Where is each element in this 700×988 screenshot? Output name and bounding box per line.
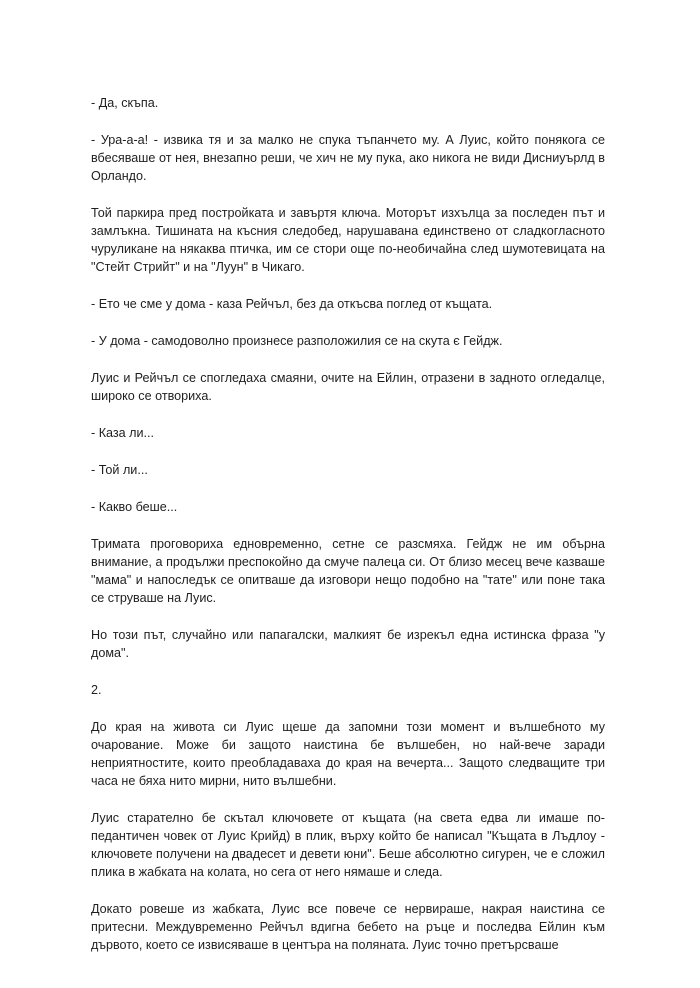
paragraph: - Каза ли... [91,426,155,440]
paragraph: Той паркира пред постройката и завъртя ключа. Моторът изхълца за последен път и замлъкна. Тишината на късния следобед, нарушавана единствено от сладкогласното чуруликане на някаква птичка, им се стори още по-необичайна след шумотевицата на "Стейт Стрийт" и на "Луун" в Чикаго. [91,206,605,274]
paragraph: - Той ли... [91,463,148,477]
paragraph: - Ето че сме у дома - каза Рейчъл, без да откъсва поглед от къщата. [91,297,493,311]
document-body [91,94,605,973]
chapter-number: 2. [91,683,102,697]
paragraph: Докато ровеше из жабката, Луис все повече се нервираше, накрая наистина се притесни. Междувременно Рейчъл вдигна бебето на ръце и последва Ейлин към дървото, което се извисяваше в центъра на поляната. Луис точно претърсваше [91,902,605,952]
paragraph: - У дома - самодоволно произнесе разположилия се на скута є Гейдж. [91,334,503,348]
paragraph: До края на живота си Луис щеше да запомни този момент и вълшебното му очарование. Може би защото наистина бе вълшебен, но най-вече заради неприятностите, които преобладаваха до края на вечерта... Защото следващите три часа не бяха нито мирни, нито вълшебни. [91,720,605,788]
paragraph: Луис и Рейчъл се спогледаха смаяни, очите на Ейлин, отразени в задното огледалце, широко се отвориха. [91,371,605,403]
paragraph: - Да, скъпа. [91,96,159,110]
paragraph: Но този път, случайно или папагалски, малкият бе изрекъл една истинска фраза "у дома". [91,628,605,660]
paragraph: - Какво беше... [91,500,178,514]
paragraph: Луис старателно бе скътал ключовете от къщата (на света едва ли имаше по-педантичен човек от Луис Крийд) в плик, върху който бе написал "Къщата в Лъдлоу - ключовете получени на двадесет и девети юни". Беше абсолютно сигурен, че е сложил плика в жабката на колата, но сега от него нямаше и следа. [91,811,605,879]
paragraph: - Ура-а-а! - извика тя и за малко не спука тъпанчето му. А Луис, който понякога се вбесяваше от нея, внезапно реши, че хич не му пука, ако никога не види Дисниуърлд в Орландо. [91,133,605,183]
paragraph: Тримата проговориха едновременно, сетне се разсмяха. Гейдж не им обърна внимание, а продължи преспокойно да смуче палеца си. От близо месец вече казваше "мама" и напоследък се опитваше да изговори нещо подобно на "тате" или поне така се струваше на Луис. [91,537,605,605]
